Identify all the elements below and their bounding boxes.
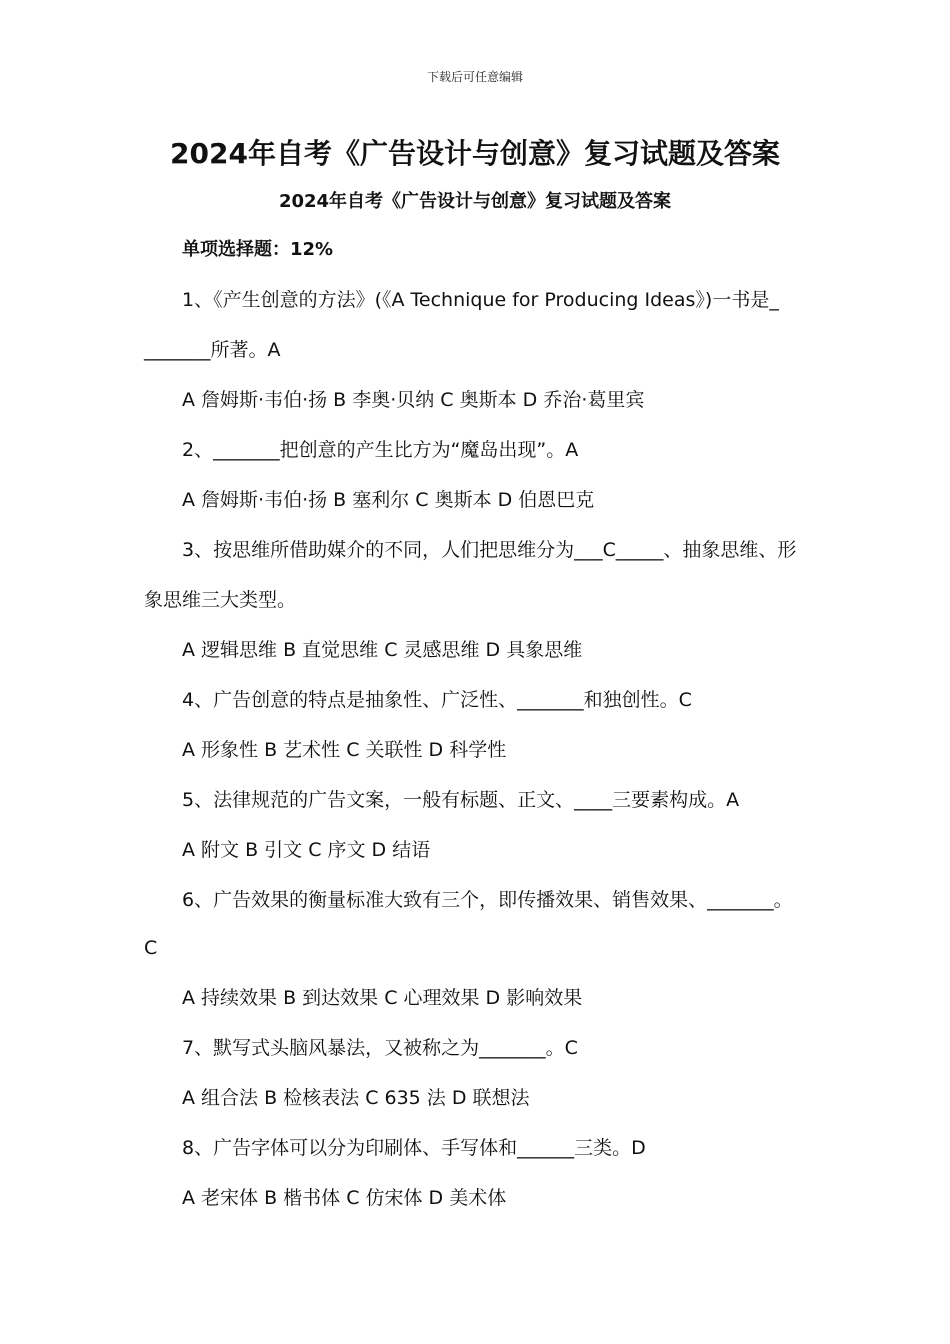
options-1: A 詹姆斯·韦伯·扬 B 李奥·贝纳 C 奥斯本 D 乔治·葛里宾 <box>182 389 645 411</box>
question-8: 8、广告字体可以分为印刷体、手写体和______三类。D <box>182 1137 646 1159</box>
question-1-cont: _______所著。A <box>144 339 281 361</box>
options-5: A 附文 B 引文 C 序文 D 结语 <box>182 839 431 861</box>
options-4: A 形象性 B 艺术性 C 关联性 D 科学性 <box>182 739 507 761</box>
page-subtitle: 2024年自考《广告设计与创意》复习试题及答案 <box>278 191 672 212</box>
question-6: 6、广告效果的衡量标准大致有三个，即传播效果、销售效果、_______。 <box>182 889 793 911</box>
question-4: 4、广告创意的特点是抽象性、广泛性、_______和独创性。C <box>182 689 692 711</box>
options-7: A 组合法 B 检核表法 C 635 法 D 联想法 <box>182 1087 530 1109</box>
section-heading: 单项选择题：12% <box>182 239 334 260</box>
header-note: 下载后可任意编辑 <box>426 70 523 84</box>
question-3: 3、按思维所借助媒介的不同，人们把思维分为___C_____、抽象思维、形 <box>182 539 797 561</box>
question-1: 1、《产生创意的方法》(《A Technique for Producing Ideas》)一书是_ <box>182 289 779 311</box>
page-title: 2024年自考《广告设计与创意》复习试题及答案 <box>170 137 780 170</box>
question-6-cont: C <box>144 937 158 959</box>
options-2: A 詹姆斯·韦伯·扬 B 塞利尔 C 奥斯本 D 伯恩巴克 <box>182 489 595 511</box>
options-3: A 逻辑思维 B 直觉思维 C 灵感思维 D 具象思维 <box>182 639 583 661</box>
question-2: 2、_______把创意的产生比方为“魔岛出现”。A <box>182 439 579 461</box>
options-8: A 老宋体 B 楷书体 C 仿宋体 D 美术体 <box>182 1187 507 1209</box>
question-5: 5、法律规范的广告文案，一般有标题、正文、____三要素构成。A <box>182 789 740 811</box>
question-3-cont: 象思维三大类型。 <box>144 589 297 611</box>
question-7: 7、默写式头脑风暴法，又被称之为_______。C <box>182 1037 578 1059</box>
options-6: A 持续效果 B 到达效果 C 心理效果 D 影响效果 <box>182 987 583 1009</box>
